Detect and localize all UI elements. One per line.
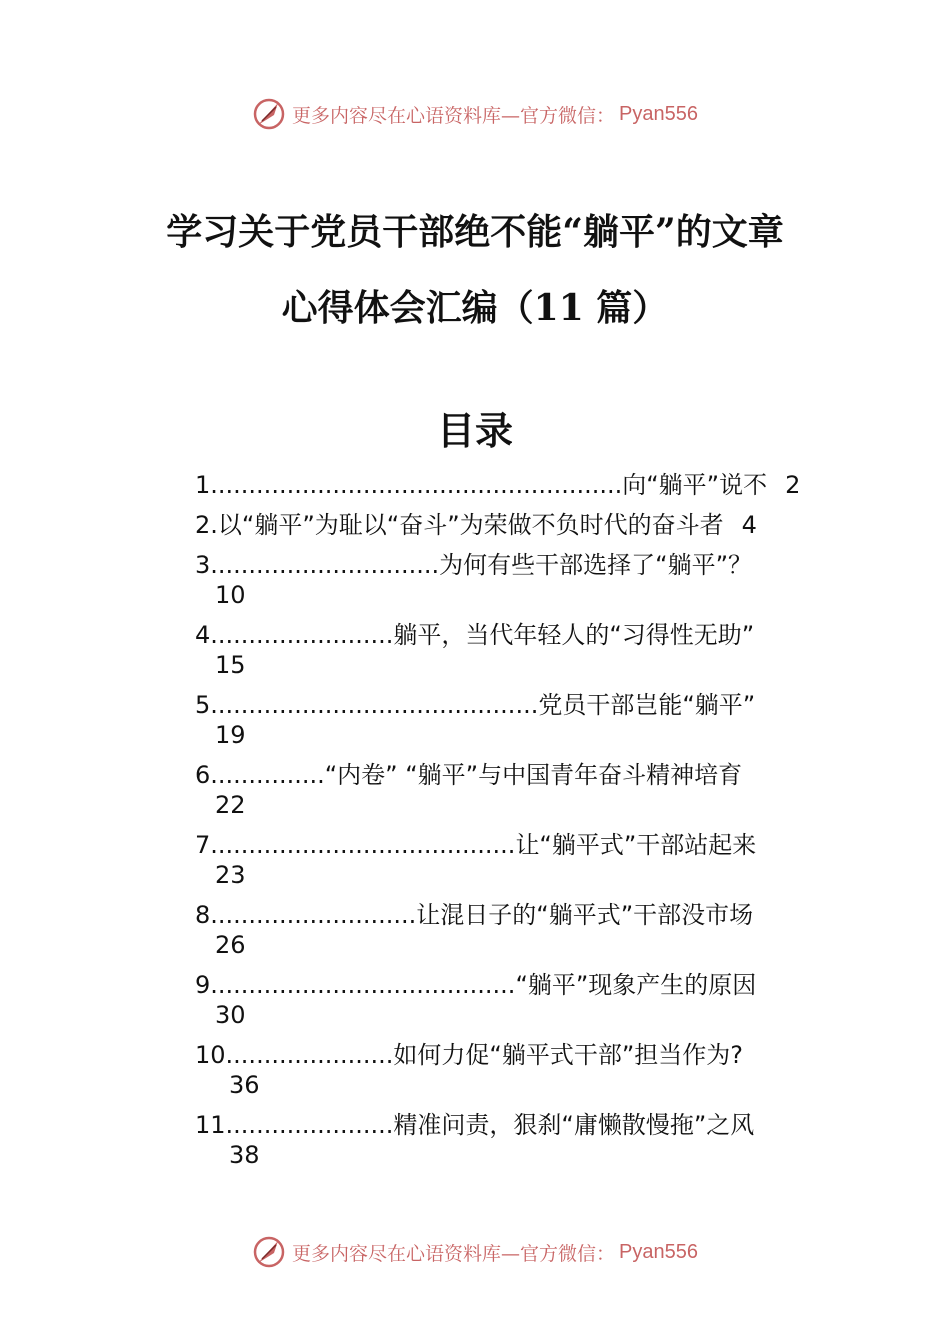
toc-entry-leader: ........................................... [210, 691, 539, 719]
toc-entry-title: 为何有些干部选择了“躺平”？ [439, 551, 753, 579]
toc-entry-3[interactable] [195, 550, 845, 620]
toc-entry-10[interactable] [195, 1040, 845, 1110]
document-title-line2: 心得体会汇编（11 篇） [281, 287, 669, 329]
quill-logo-icon [252, 1235, 286, 1269]
toc-entry-page: 4 [741, 511, 757, 539]
toc-entry-title: 党员干部岂能“躺平” [538, 691, 756, 719]
toc-entry-title: 精准问责，狠刹“庸懒散慢拖”之风 [393, 1111, 755, 1139]
toc-entry-1[interactable] [195, 470, 845, 510]
watermark-text: 更多内容尽在心语资料库—官方微信： [292, 104, 616, 127]
toc-entry-page: 19 [215, 721, 246, 749]
toc-entry-page: 23 [215, 861, 246, 889]
header-watermark [0, 96, 950, 132]
footer-watermark [0, 1234, 950, 1270]
toc-entry-number: 5 [195, 691, 211, 719]
toc-entry-leader: ...................... [225, 1041, 394, 1069]
toc-entry-number: 4 [195, 621, 211, 649]
toc-entry-leader: ........................ [210, 621, 394, 649]
toc-entry-8[interactable] [195, 900, 845, 970]
toc-entry-9[interactable] [195, 970, 845, 1040]
toc-entry-title: 让混日子的“躺平式”干部没市场 [416, 901, 754, 929]
toc-entry-leader: ........................................ [210, 971, 516, 999]
toc-entry-page: 2 [785, 471, 801, 499]
toc-entry-page: 22 [215, 791, 246, 819]
toc-entry-title: “躺平”现象产生的原因 [515, 971, 757, 999]
toc-entry-title: 如何力促“躺平式干部”担当作为? [393, 1041, 743, 1069]
toc-entry-5[interactable] [195, 690, 845, 760]
document-title-line1: 学习关于党员干部绝不能“躺平”的文章 [166, 211, 784, 253]
toc-entry-number: 1 [195, 471, 211, 499]
table-of-contents [195, 470, 845, 1180]
toc-entry-number: 10 [195, 1041, 226, 1069]
watermark-wechat-id: Pyan556 [619, 102, 698, 125]
toc-entry-page: 38 [229, 1141, 260, 1169]
toc-entry-number: 7 [195, 831, 211, 859]
toc-entry-number: 3 [195, 551, 211, 579]
toc-entry-number: 9 [195, 971, 211, 999]
toc-entry-leader: ...................................................... [210, 471, 623, 499]
watermark-text: 更多内容尽在心语资料库—官方微信： [292, 1242, 616, 1265]
toc-entry-title: 躺平，当代年轻人的“习得性无助” [393, 621, 755, 649]
toc-entry-number: 11 [195, 1111, 226, 1139]
toc-entry-leader: ...................... [225, 1111, 394, 1139]
toc-entry-leader: ........................................ [210, 831, 516, 859]
toc-entry-11[interactable] [195, 1110, 845, 1180]
toc-entry-leader: ........................... [210, 901, 417, 929]
toc-entry-number: 8 [195, 901, 211, 929]
toc-entry-title: 向“躺平”说不 [622, 471, 768, 499]
toc-entry-page: 15 [215, 651, 246, 679]
toc-entry-leader: ............... [210, 761, 325, 789]
toc-entry-leader: .............................. [210, 551, 440, 579]
toc-entry-7[interactable] [195, 830, 845, 900]
toc-entry-title: 以“躺平”为耻以“奋斗”为荣做不负时代的奋斗者 [217, 511, 724, 539]
toc-entry-page: 10 [215, 581, 246, 609]
toc-entry-2[interactable] [195, 510, 845, 550]
toc-entry-page: 26 [215, 931, 246, 959]
toc-entry-number: 2. [195, 511, 218, 539]
toc-entry-title: 让“躺平式”干部站起来 [515, 831, 757, 859]
toc-entry-6[interactable] [195, 760, 845, 830]
toc-heading: 目录 [436, 408, 513, 453]
watermark-wechat-id: Pyan556 [619, 1240, 698, 1263]
toc-entry-page: 36 [229, 1071, 260, 1099]
toc-entry-title: “内卷” “躺平”与中国青年奋斗精神培育 [324, 761, 743, 789]
toc-entry-4[interactable] [195, 620, 845, 690]
quill-logo-icon [252, 97, 286, 131]
toc-entry-page: 30 [215, 1001, 246, 1029]
toc-entry-number: 6 [195, 761, 211, 789]
